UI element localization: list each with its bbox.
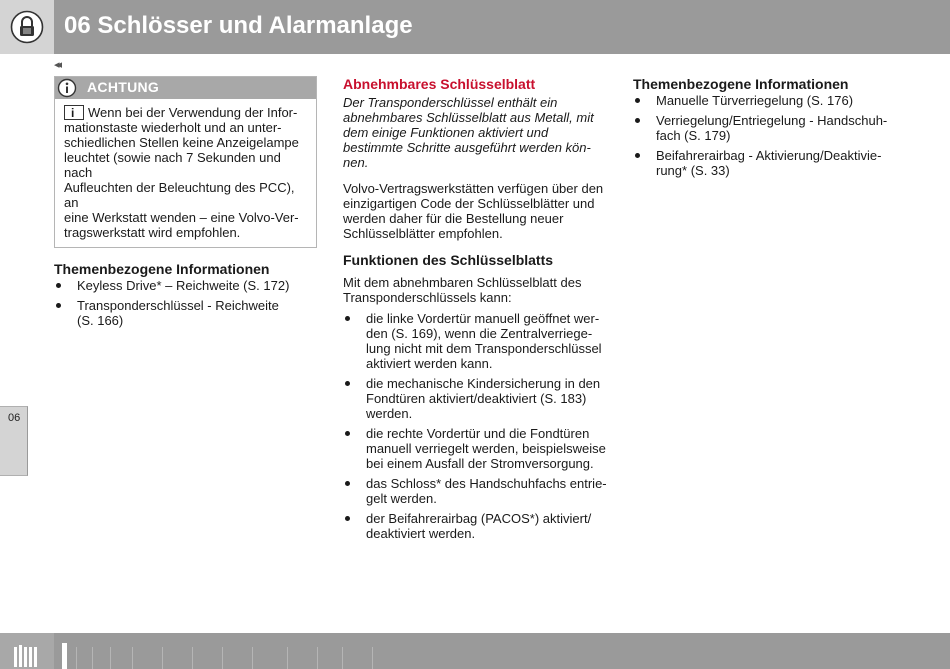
related-link-text: fach (S. 179) — [656, 128, 731, 143]
warning-line: eine Werkstatt wenden – eine Volvo-Ver- — [64, 210, 299, 225]
page-footer — [0, 633, 950, 669]
warning-info-icon — [57, 78, 77, 98]
intro-line: bestimmte Schritte ausgeführt werden kön- — [343, 140, 591, 155]
intro-line: Der Transponderschlüssel enthält ein — [343, 95, 558, 110]
list-item — [343, 511, 608, 541]
list-item-line: aktiviert werden kann. — [366, 356, 493, 371]
related-link-manual-lock[interactable] — [633, 93, 893, 108]
related-link-transponder-range[interactable] — [54, 298, 317, 328]
lock-icon — [10, 10, 44, 44]
paragraph-line: Volvo-Vertragswerkstätten verfügen über den — [343, 181, 604, 196]
related-info-list — [633, 93, 893, 178]
list-item-line: deaktiviert werden. — [366, 526, 476, 541]
warning-line: leuchtet (sowie nach 7 Sekunden und nach — [64, 150, 281, 180]
list-item-line: manuell verriegelt werden, beispielsweise — [366, 441, 606, 456]
warning-line: Wenn bei der Verwendung der Infor- — [88, 105, 298, 120]
warning-header — [55, 77, 316, 99]
side-tab-label: 06 — [8, 412, 21, 424]
list-item-line: gelt werden. — [366, 491, 437, 506]
list-item-line: das Schloss* des Handschuhfachs entrie- — [366, 476, 607, 491]
list-item-line: Fondtüren aktiviert/deaktiviert (S. 183) — [366, 391, 587, 406]
list-item-line: werden. — [366, 406, 413, 421]
list-item — [343, 311, 608, 371]
related-link-text: (S. 166) — [77, 313, 124, 328]
column-right — [633, 76, 893, 183]
page-title: 06 Schlösser und Alarmanlage — [64, 12, 413, 39]
intro-line: dem einige Funktionen aktiviert und — [343, 125, 549, 140]
paragraph-line: Schlüsselblätter empfohlen. — [343, 226, 503, 241]
related-link-text: rung* (S. 33) — [656, 163, 730, 178]
warning-box — [54, 76, 317, 248]
related-link-text: Verriegelung/Entriegelung - Handschuh- — [656, 113, 888, 128]
warning-text — [55, 99, 316, 247]
related-link-text: Beifahrerairbag - Aktivierung/Deaktivie- — [656, 148, 882, 163]
related-info-heading: Themenbezogene Informationen — [633, 76, 849, 92]
list-item-line: die mechanische Kindersicherung in den — [366, 376, 601, 391]
section-title: Abnehmbares Schlüsselblatt — [343, 76, 536, 92]
related-link-passenger-airbag[interactable] — [633, 148, 893, 178]
chapter-side-tab[interactable] — [0, 406, 28, 476]
paragraph-workshop — [343, 181, 608, 241]
list-item-line: lung nicht mit dem Transponderschlüssel — [366, 341, 602, 356]
paragraph-line: Mit dem abnehmbaren Schlüsselblatt des — [343, 275, 582, 290]
warning-line: Aufleuchten der Beleuchtung des PCC), an — [64, 180, 295, 210]
list-item-line: den (S. 169), wenn die Zentralverriege- — [366, 326, 593, 341]
list-item-line: die rechte Vordertür und die Fondtüren — [366, 426, 590, 441]
back-navigation-icon[interactable]: ◂◂ — [54, 59, 60, 71]
paragraph-functions-intro — [343, 275, 608, 305]
related-link-keyless-drive[interactable] — [54, 278, 317, 293]
functions-list — [343, 311, 608, 541]
related-link-text: Keyless Drive* – Reichweite (S. 172) — [77, 278, 290, 293]
column-left — [54, 76, 317, 333]
page-progress-strip[interactable] — [62, 643, 382, 669]
warning-line: tragswerkstatt wird empfohlen. — [64, 225, 241, 240]
paragraph-line: einzigartigen Code der Schlüsselblätter und — [343, 196, 595, 211]
book-pages-icon — [14, 645, 40, 667]
paragraph-line: Transponderschlüssels kann: — [343, 290, 512, 305]
warning-title: ACHTUNG — [87, 79, 160, 95]
column-middle — [343, 76, 608, 546]
related-link-text: Manuelle Türverriegelung (S. 176) — [656, 93, 854, 108]
info-icon-glyph: i — [71, 106, 75, 120]
section-intro — [343, 95, 608, 170]
list-item — [343, 476, 608, 506]
warning-line: schiedlichen Stellen keine Anzeigelampe — [64, 135, 299, 150]
related-link-glovebox-lock[interactable] — [633, 113, 893, 143]
warning-line: mationstaste wiederholt und an unter- — [64, 120, 282, 135]
related-link-text: Transponderschlüssel - Reichweite — [77, 298, 279, 313]
list-item — [343, 426, 608, 471]
related-info-heading: Themenbezogene Informationen — [54, 261, 270, 277]
list-item-line: bei einem Ausfall der Stromversorgung. — [366, 456, 594, 471]
intro-line: abnehmbares Schlüsselblatt aus Metall, mit — [343, 110, 594, 125]
footer-book-box — [0, 633, 54, 669]
list-item-line: der Beifahrerairbag (PACOS*) aktiviert/ — [366, 511, 592, 526]
intro-line: nen. — [343, 155, 369, 170]
chapter-header — [0, 0, 950, 54]
functions-heading: Funktionen des Schlüsselblatts — [343, 252, 554, 268]
list-item — [343, 376, 608, 421]
related-info-list — [54, 278, 317, 328]
paragraph-line: werden daher für die Bestellung neuer — [343, 211, 564, 226]
chapter-icon-box — [0, 0, 54, 54]
list-item-line: die linke Vordertür manuell geöffnet wer- — [366, 311, 600, 326]
info-button-icon — [64, 105, 84, 120]
